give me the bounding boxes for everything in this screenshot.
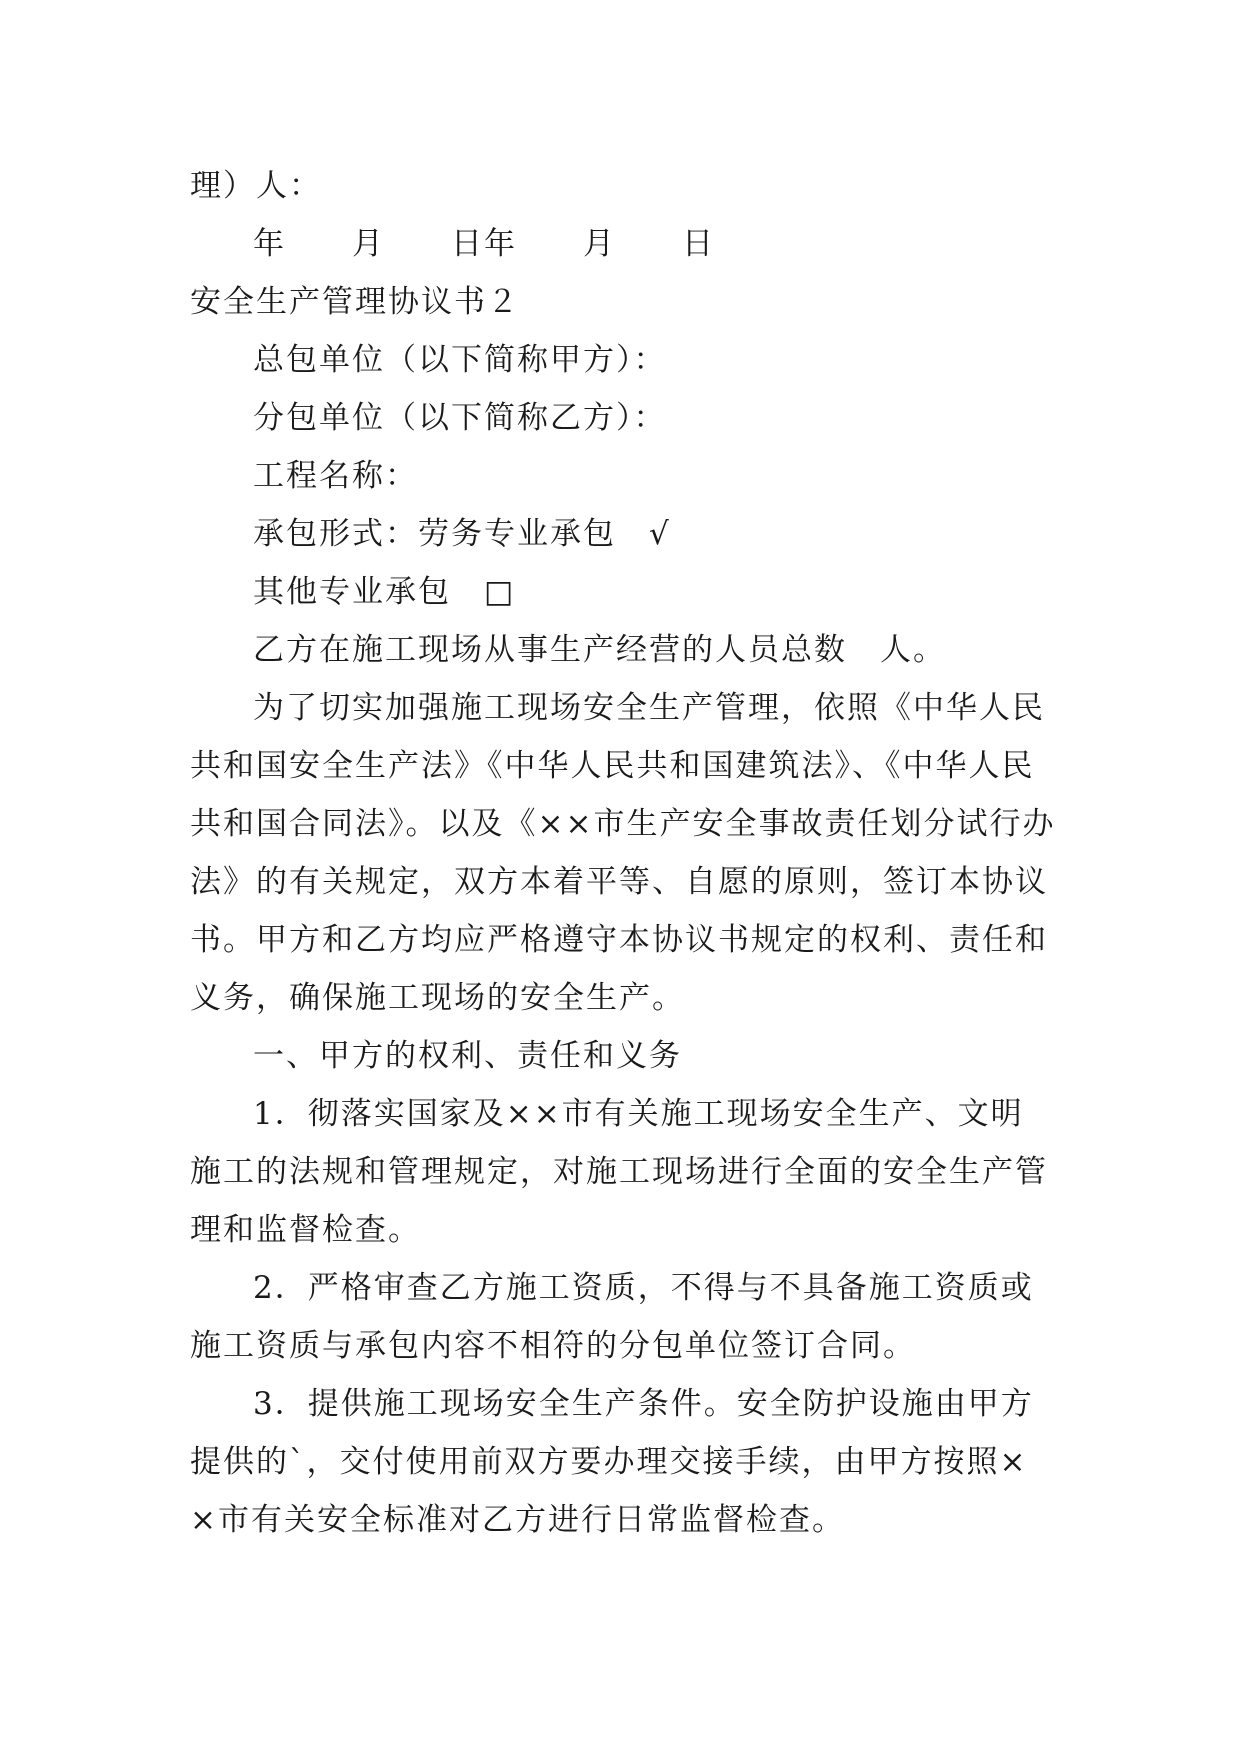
other-contract-line: 其他专业承包 □	[253, 574, 516, 610]
text-line: 共和国安全生产法》《中华人民共和国建筑法》、《中华人民	[190, 748, 1035, 784]
text-line: 施工资质与承包内容不相符的分包单位签订合同。	[190, 1328, 916, 1364]
project-name-line: 工程名称：	[253, 458, 418, 494]
section-heading: 一、甲方的权利、责任和义务	[253, 1038, 682, 1074]
section-title: 安全生产管理协议书２	[190, 284, 520, 320]
text-line: 提供的`，交付使用前双方要办理交接手续，由甲方按照×	[190, 1444, 1028, 1480]
text-line: 1．彻落实国家及××市有关施工现场安全生产、文明	[253, 1096, 1024, 1132]
text-line: ×市有关安全标准对乙方进行日常监督检查。	[190, 1502, 845, 1538]
subcontractor-line: 分包单位（以下简称乙方）：	[253, 400, 667, 436]
text-line: 义务，确保施工现场的安全生产。	[190, 980, 685, 1016]
text-line: 3．提供施工现场安全生产条件。安全防护设施由甲方	[253, 1386, 1034, 1422]
contract-form-line: 承包形式：劳务专业承包 √	[253, 516, 671, 552]
text-line: 乙方在施工现场从事生产经营的人员总数 人。	[253, 632, 946, 668]
text-line: 施工的法规和管理规定，对施工现场进行全面的安全生产管	[190, 1154, 1048, 1190]
text-line: 理）人：	[190, 168, 322, 204]
text-line: 为了切实加强施工现场安全生产管理，依照《中华人民	[253, 690, 1045, 726]
text-line: 共和国合同法》。以及《××市生产安全事故责任划分试行办	[190, 806, 1056, 842]
text-line: 理和监督检查。	[190, 1212, 421, 1248]
text-line: 法》的有关规定，双方本着平等、自愿的原则，签订本协议	[190, 864, 1048, 900]
text-line: 2．严格审查乙方施工资质，不得与不具备施工资质或	[253, 1270, 1034, 1306]
contractor-line: 总包单位（以下简称甲方）：	[253, 342, 667, 378]
text-line: 书。甲方和乙方均应严格遵守本协议书规定的权利、责任和	[190, 922, 1048, 958]
date-line: 年 月 日年 月 日	[253, 226, 715, 262]
